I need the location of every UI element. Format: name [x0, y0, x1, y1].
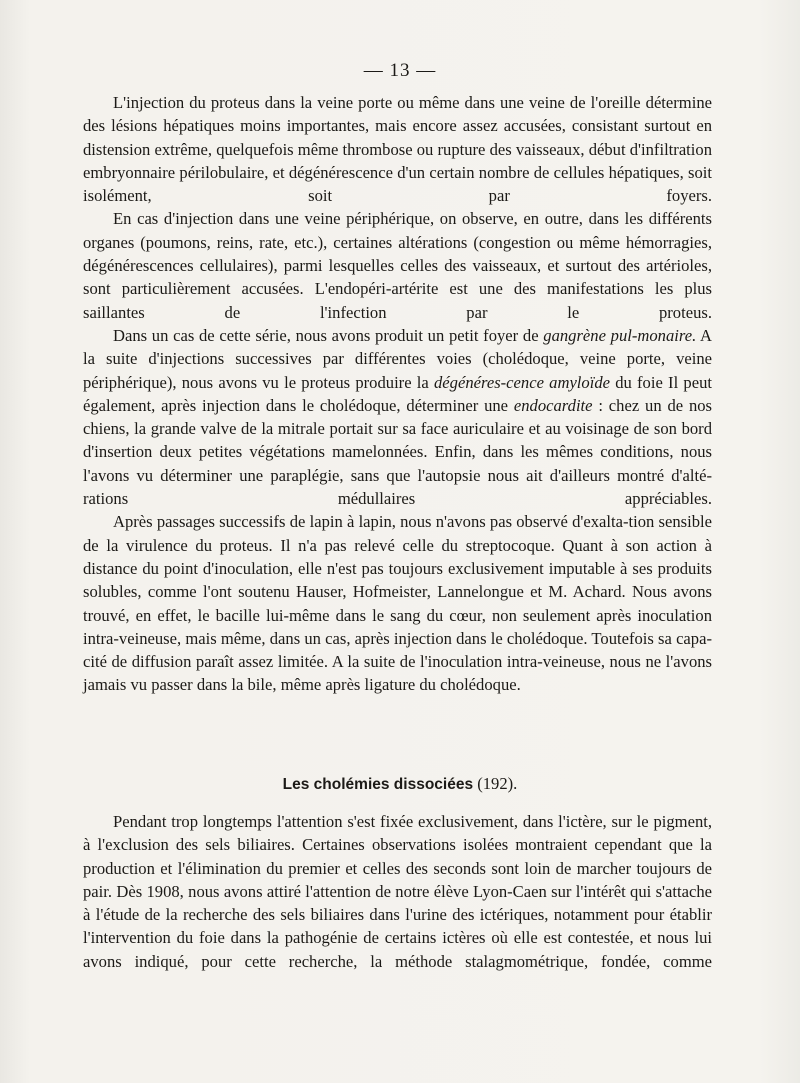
- section-title: Les cholémies dissociées: [282, 776, 474, 793]
- paragraph-peripheral-injection: En cas d'injection dans une veine périphérique, on observe, en outre, dans les différents organes (poumons, reins, rate, etc.), certaines altérations (congestion ou même hémorragies, dégénérescences cellulaires), parmi lesquelles celles des vaisseaux, et surtout des artérioles, sont particulièrement accusées. L'endopéri-artérite est une des manifestations les plus saillantes de l'infection par le proteus.: [83, 209, 712, 322]
- paragraph-text: du foie Il peut également, après injection dans le cholédoque, déterminer une: [83, 372, 712, 415]
- section-body-text: [83, 810, 712, 973]
- section-reference: (192).: [477, 774, 518, 793]
- paragraph-text: Dans un cas de cette série, nous avons produit un petit foyer de: [113, 325, 544, 345]
- paragraph-gangrene-series: [83, 324, 712, 510]
- italic-term-amyloid: dégénéres-cence amyloïde: [434, 372, 610, 392]
- paragraph-text: A la suite d'injections successives par différentes voies (cholédoque, veine porte, veine périphérique), nous avons vu le proteus produire la: [83, 325, 712, 392]
- paragraph-virulence-passages: Après passages successifs de lapin à lapin, nous n'avons pas observé d'exalta-tion sensible de la virulence du proteus. Il n'a pas relevé celle du streptocoque. Quant à son action à distance du point d'inoculation, elle n'est pas toujours exclusivement imputable à ses produits solubles, comme l'ont soutenu Hauser, Hofmeister, Lannelongue et M. Achard. Nous avons trouvé, en effet, le bacille lui-même dans le sang du cœur, non seulement après inoculation intra-veineuse, mais même, dans un cas, après injection dans le cholédoque. Toutefois sa capa-cité de diffusion paraît assez limitée. A la suite de l'inoculation intra-veineuse, nous ne l'avons jamais vu passer dans la bile, même après ligature du cholédoque.: [83, 512, 712, 695]
- page-number: — 13 —: [363, 60, 437, 81]
- italic-term-gangrene: gangrène pul-monaire.: [543, 325, 697, 345]
- section-heading: [0, 774, 800, 794]
- paragraph-cholemia: Pendant trop longtemps l'attention s'est fixée exclusivement, dans l'ictère, sur le pigment, à l'exclusion des sels biliaires. Certaines observations isolées montraient cependant que la production et l'élimination du premier et celles des seconds sont loin de marcher toujours de pair. Dès 1908, nous avons attiré l'attention de notre élève Lyon-Caen sur l'intérêt qui s'attache à l'étude de la recherche des sels biliaires dans l'urine des ictériques, notamment pour établir l'intervention du foie dans la pathogénie de certains ictères où elle est contestée, et nous lui avons indiqué, pour cette recherche, la méthode stalagmométrique, fondée, comme: [83, 812, 712, 971]
- body-text: [83, 91, 712, 697]
- italic-term-endocarditis: endocardite: [513, 395, 593, 415]
- paragraph-proteus-portal-injection: L'injection du proteus dans la veine porte ou même dans une veine de l'oreille détermine des lésions hépatiques moins importantes, mais encore assez accusées, consistant surtout en distension extrême, quelquefois même thrombose ou rupture des vaisseaux, début d'infiltration embryonnaire périlobulaire, et dégénérescence d'un certain nombre de cellules hépatiques, soit isolément, soit par foyers.: [83, 93, 712, 206]
- paragraph-text: : chez un de nos chiens, la grande valve de la mitrale portait sur sa face auriculaire et au voisinage de son bord d'insertion deux petites végétations mamelonnées. Enfin, dans les mêmes conditions, nous l'avons vu déterminer une paraplégie, sans que l'autopsie nous ait d'ailleurs montré d'alté-rations médullaires appréciables.: [83, 395, 712, 509]
